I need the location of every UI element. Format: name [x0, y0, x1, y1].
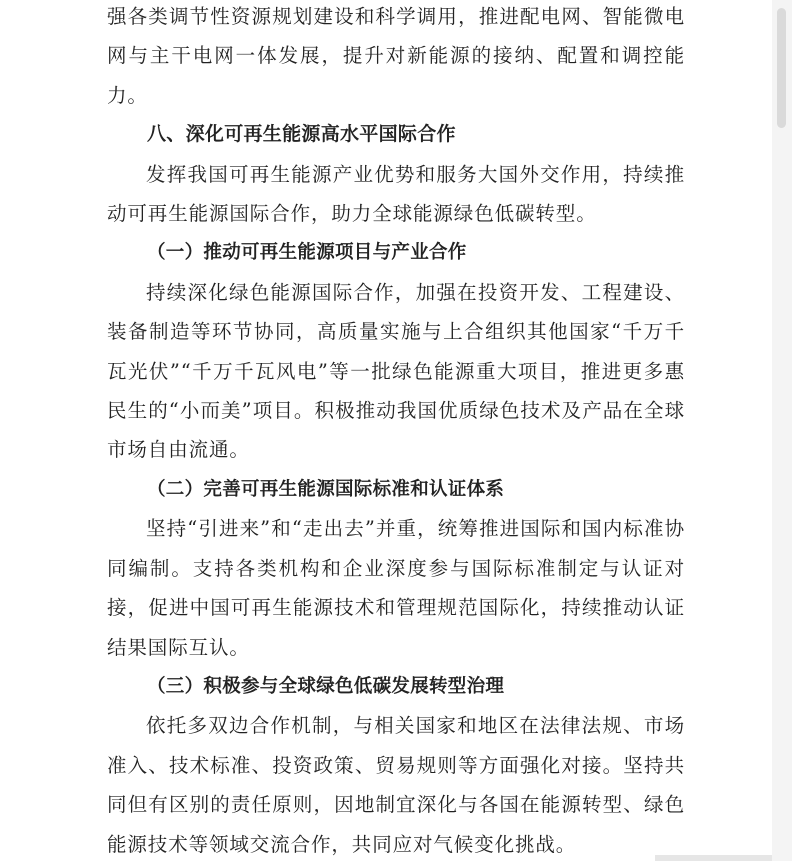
subsection-heading-2: （二）完善可再生能源国际标准和认证体系	[147, 478, 505, 500]
subsection-paragraph-2: 坚持“引进来”和“走出去”并重，统筹推进国际和国内标准协同编制。支持各类机构和企业深度参与国际标准制定与认证对接，促进中国可再生能源技术和管理规范国际化，持续推动认证结果国际互认。	[107, 517, 685, 659]
vertical-scrollbar[interactable]	[772, 0, 792, 861]
subsection-paragraph-3: 依托多双边合作机制，与相关国家和地区在法律法规、市场准入、技术标准、投资政策、贸易规则等方面强化对接。坚持共同但有区别的责任原则，因地制宜深化与各国在能源转型、绿色能源技术等领域交流合作，共同应对气候变化挑战。	[107, 714, 685, 856]
subsection-heading-3: （三）积极参与全球绿色低碳发展转型治理	[147, 675, 505, 697]
intro-paragraph: 强各类调节性资源规划建设和科学调用，推进配电网、智能微电网与主干电网一体发展，提升对新能源的接纳、配置和调控能力。	[107, 5, 685, 107]
subsection-paragraph-1: 持续深化绿色能源国际合作，加强在投资开发、工程建设、装备制造等环节协同，高质量实施与上合组织其他国家“千万千瓦光伏”“千万千瓦风电”等一批绿色能源重大项目，推进更多惠民生的“小而美”项目。积极推动我国优质绿色技术及产品在全球市场自由流通。	[107, 280, 685, 462]
scrollbar-thumb[interactable]	[777, 8, 786, 128]
bottom-toolbar-strip	[655, 855, 772, 861]
section-heading: 八、深化可再生能源高水平国际合作	[147, 123, 456, 146]
subsection-heading-1: （一）推动可再生能源项目与产业合作	[147, 242, 467, 264]
section-paragraph: 发挥我国可再生能源产业优势和服务大国外交作用，持续推动可再生能源国际合作，助力全球能源绿色低碳转型。	[107, 162, 685, 226]
document-body	[107, 0, 685, 861]
